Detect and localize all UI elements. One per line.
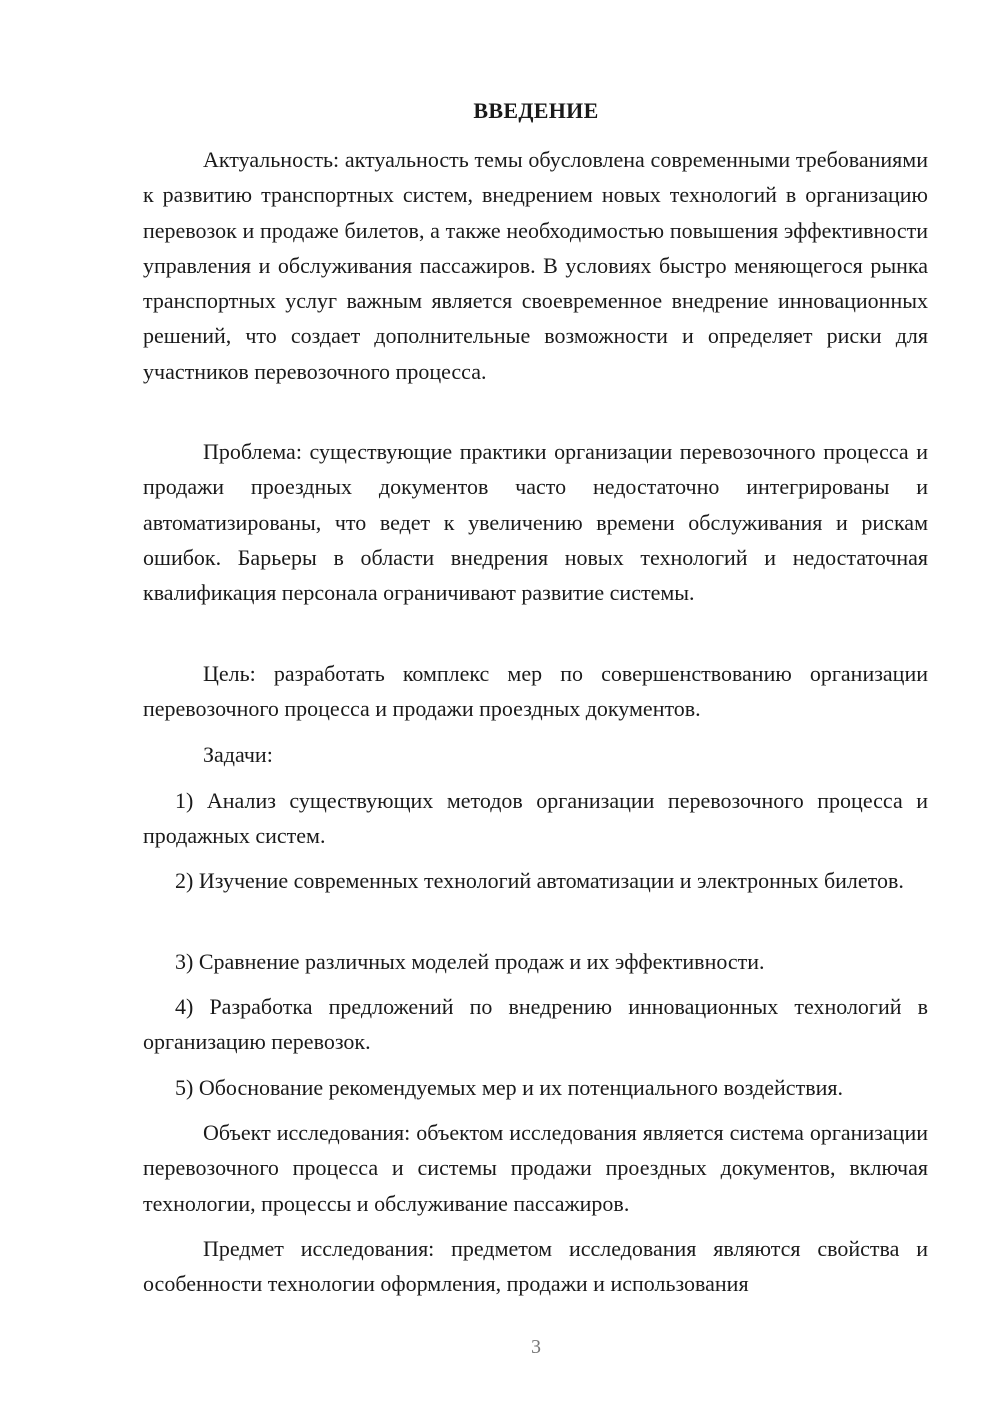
task-item-2: 2) Изучение современных технологий автоматизации и электронных билетов. bbox=[175, 868, 904, 893]
paragraph-relevance: Актуальность: актуальность темы обусловлена современными требованиями к развитию транспортных систем, внедрением новых технологий в организацию перевозок и продаже билетов, а также необходимостью повышения эффективности управления и обслуживания пассажиров. В условиях быстро меняющегося рынка транспортных услуг важным является своевременное внедрение инновационных решений, что создает дополнительные возможности и определяет риски для участников перевозочного процесса. bbox=[143, 147, 928, 384]
paragraph-subject: Предмет исследования: предметом исследования являются свойства и особенности технологии оформления, продажи и использования bbox=[143, 1236, 928, 1297]
task-item-3: 3) Сравнение различных моделей продаж и их эффективности. bbox=[175, 949, 765, 974]
paragraph-problem: Проблема: существующие практики организации перевозочного процесса и продажи проездных документов часто недостаточно интегрированы и автоматизированы, что ведет к увеличению времени обслуживания и рискам ошибок. Барьеры в области внедрения новых технологий и недостаточная квалификация персонала ограничивают развитие системы. bbox=[143, 439, 928, 606]
tasks-heading: Задачи: bbox=[203, 742, 273, 767]
task-item-4: 4) Разработка предложений по внедрению инновационных технологий в организацию перевозок. bbox=[143, 994, 928, 1055]
paragraph-object: Объект исследования: объектом исследования является система организации перевозочного процесса и системы продажи проездных документов, включая технологии, процессы и обслуживание пассажиров. bbox=[143, 1120, 928, 1216]
page-title: ВВЕДЕНИЕ bbox=[473, 98, 599, 123]
paragraph-goal: Цель: разработать комплекс мер по совершенствованию организации перевозочного процесса и продажи проездных документов. bbox=[143, 661, 928, 722]
task-item-5: 5) Обоснование рекомендуемых мер и их потенциального воздействия. bbox=[175, 1075, 843, 1100]
task-item-1: 1) Анализ существующих методов организации перевозочного процесса и продажных систем. bbox=[143, 788, 928, 849]
page-number: 3 bbox=[531, 1336, 541, 1358]
